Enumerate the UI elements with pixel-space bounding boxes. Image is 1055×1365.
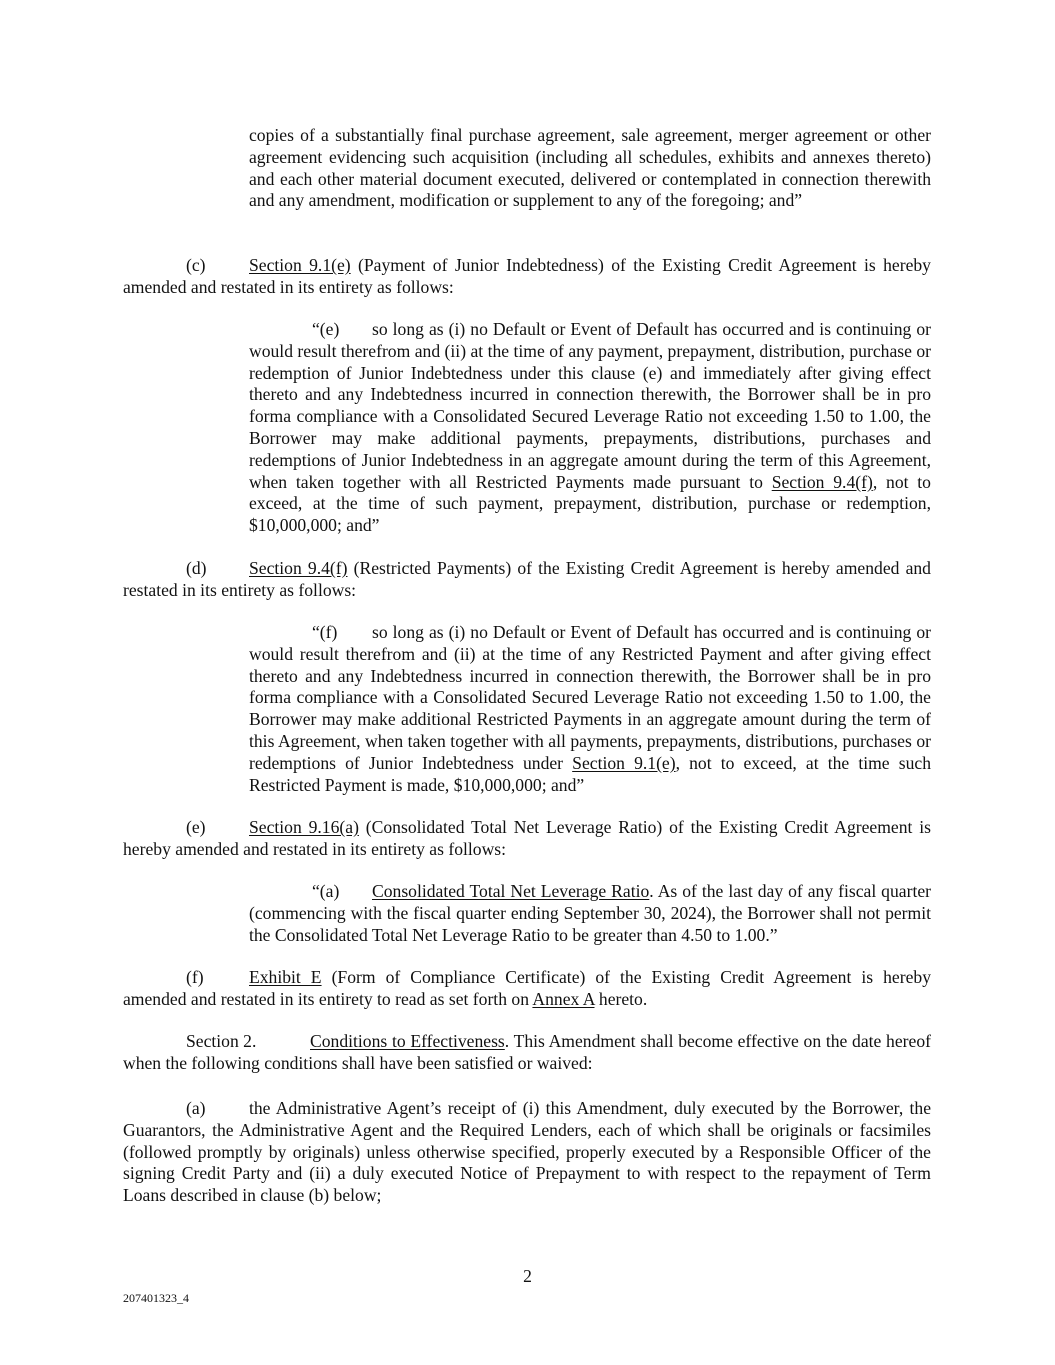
clause-label: (a) [186,1098,206,1118]
clause-label: “(e) [312,319,340,339]
section-label: Section 2. [186,1031,257,1051]
paragraph-c [123,255,931,299]
paragraph-acquisition-copies [249,125,931,212]
paragraph-text: copies of a substantially final purchase agreement, sale agreement, merger agreement or other agreement evidencing such acquisition (including all schedules, exhibits and annexes thereto) and each other material document executed, delivered or contemplated in connection therewith and any amendment, modification or supplement to any of the foregoing; and” [249,125,931,211]
exhibit-reference: Exhibit E [249,967,322,987]
clause-label: (f) [186,967,204,987]
section-reference: Section 9.16(a) [249,817,359,837]
paragraph-c-clause-e [249,319,931,537]
section-title: Conditions to Effectiveness [310,1031,505,1051]
annex-reference: Annex A [532,988,595,1009]
section-2-heading-paragraph [123,1031,931,1075]
paragraph-d [123,558,931,602]
clause-label: “(a) [312,881,340,901]
paragraph-text: hereto. [594,988,648,1009]
page-number: 2 [523,1266,532,1286]
paragraph-section-2-a [123,1098,931,1207]
defined-term-heading: Consolidated Total Net Leverage Ratio [372,881,650,901]
paragraph-text: (Form of Compliance Certificate) of the Existing Credit Agreement is hereby amended and restated in its entirety to read as set forth on [123,967,931,1009]
paragraph-text: , not to exceed, at the time such Restricted Payment is made, $10,000,000; and” [249,752,931,795]
paragraph-text: . As of the last day of any fiscal quarter (commencing with the fiscal quarter ending September 30, 2024), the Borrower shall not permit the Consolidated Total Net Leverage Ratio to be greater than 4.50 to 1.00.” [249,881,932,945]
paragraph-e [123,817,931,861]
paragraph-text: (Consolidated Total Net Leverage Ratio) of the Existing Credit Agreement is hereby amended and restated in its entirety as follows: [123,817,931,859]
paragraph-text: (Payment of Junior Indebtedness) of the Existing Credit Agreement is hereby amended and restated in its entirety as follows: [123,255,931,297]
paragraph-text: . This Amendment shall become effective on the date hereof when the following conditions shall have been satisfied or waived: [123,1031,931,1073]
section-reference: Section 9.1(e) [572,752,676,773]
paragraph-text: so long as (i) no Default or Event of Default has occurred and is continuing or would result therefrom and (ii) at the time of any Restricted Payment and after giving effect thereto and any Indebtedness incurred in connection therewith, the Borrower shall be in pro forma compliance with a Consolidated Secured Leverage Ratio not exceeding 1.50 to 1.00, the Borrower may make additional Restricted Payments in an aggregate amount during the term of this Agreement, when taken together with all payments, prepayments, distributions, purchases or redemptions of Junior Indebtedness under [249,622,931,773]
section-reference: Section 9.4(f) [249,558,348,578]
clause-label: (e) [186,817,206,837]
paragraph-f [123,967,931,1011]
paragraph-text: (Restricted Payments) of the Existing Credit Agreement is hereby amended and restated in its entirety as follows: [123,558,931,600]
clause-label: (c) [186,255,206,275]
paragraph-e-clause-a [249,881,931,946]
document-id: 207401323_4 [123,1291,189,1305]
clause-label: (d) [186,558,207,578]
paragraph-d-clause-f [249,622,931,796]
paragraph-text: , not to exceed, at the time of such payment, prepayment, distribution, purchase or redemption, $10,000,000; and” [249,471,931,536]
section-reference: Section 9.1(e) [249,255,351,275]
paragraph-text: the Administrative Agent’s receipt of (i) this Amendment, duly executed by the Borrower, the Guarantors, the Administrative Agent and the Required Lenders, each of which shall be originals or facsimiles (followed promptly by originals) unless otherwise specified, properly executed by a Responsible Officer of the signing Credit Party and (ii) a duly executed Notice of Prepayment to with respect to the repayment of Term Loans described in clause (b) below; [123,1098,931,1206]
clause-label: “(f) [312,622,338,642]
paragraph-text: so long as (i) no Default or Event of Default has occurred and is continuing or would result therefrom and (ii) at the time of any payment, prepayment, distribution, purchase or redemption of Junior Indebtedness under this clause (e) and immediately after giving effect thereto and any Indebtedness incurred in connection therewith, the Borrower shall be in pro forma compliance with a Consolidated Secured Leverage Ratio not exceeding 1.50 to 1.00, the Borrower may make additional payments, prepayments, distributions, purchases and redemptions of Junior Indebtedness in an aggregate amount during the term of this Agreement, when taken together with all Restricted Payments made pursuant to [249,319,931,492]
section-reference: Section 9.4(f) [771,471,873,492]
